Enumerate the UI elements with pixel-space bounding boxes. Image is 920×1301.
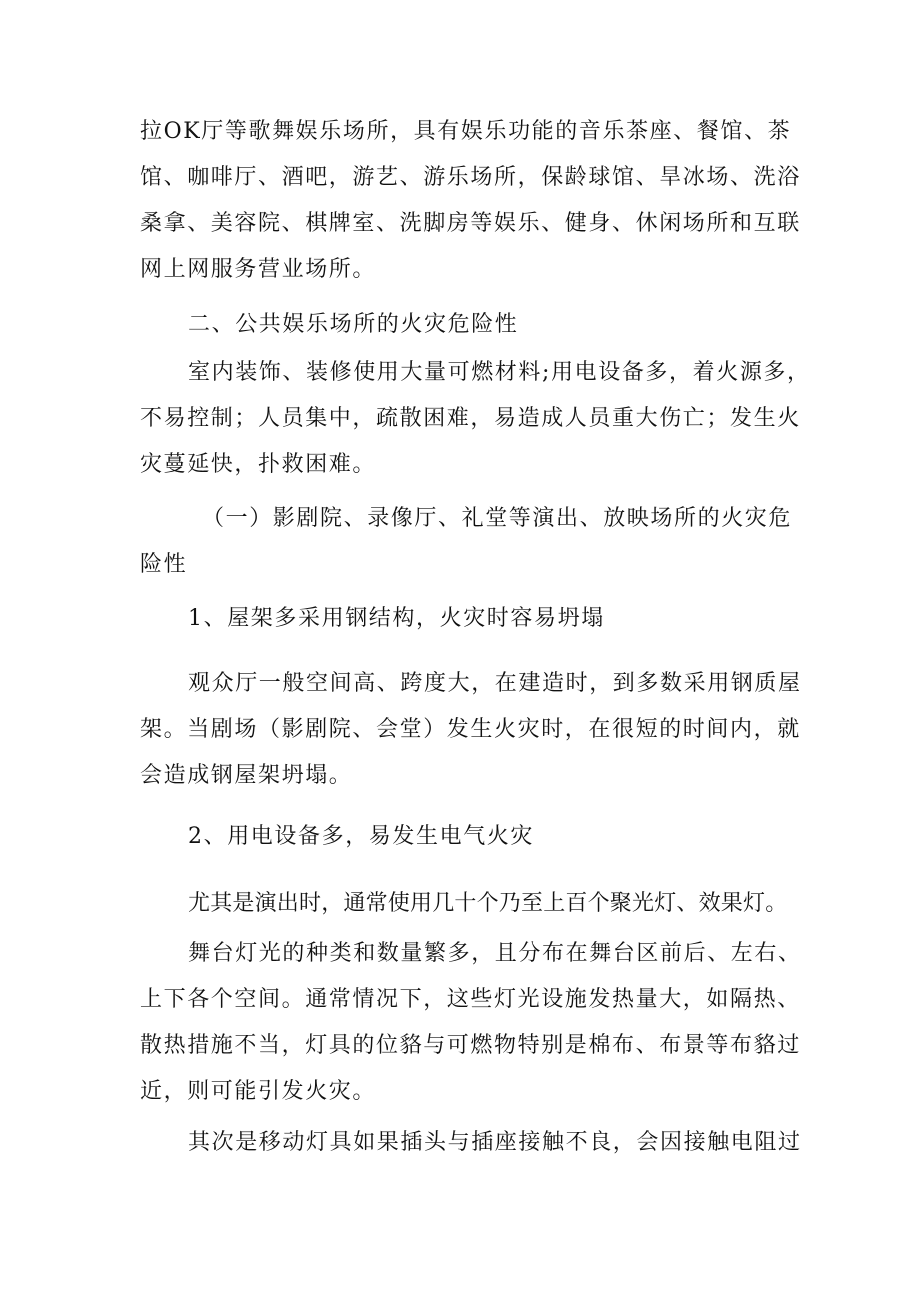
text-line: 其次是移动灯具如果插头与插座接触不良，会因接触电阻过 (188, 1130, 802, 1155)
text-line: 网上网服务营业场所。 (140, 257, 377, 282)
text-line: 不易控制；人员集中，疏散困难，易造成人员重大伤亡；发生火 (140, 406, 801, 431)
paragraph-lighting (140, 881, 800, 927)
paragraph-steel-roof (140, 661, 800, 799)
heading-text: 二、公共娱乐场所的火灾危险性 (188, 312, 519, 337)
text-line: 舞台灯光的种类和数量繁多，且分布在舞台区前后、左右、 (188, 941, 802, 966)
heading-text: （一）影剧院、录像厅、礼堂等演出、放映场所的火灾危 (202, 506, 793, 531)
paragraph-mobile-lamps (140, 1120, 800, 1166)
heading-text: 2、用电设备多，易发生电气火灾 (188, 824, 534, 849)
item-heading-1 (140, 596, 800, 642)
paragraph-entertainment-venues (140, 109, 800, 293)
text-line: 会造成钢屋架坍塌。 (140, 763, 353, 788)
text-line: 拉OK厅等歌舞娱乐场所，具有娱乐功能的音乐茶座、餐馆、茶 (140, 119, 792, 144)
text-line: 桑拿、美容院、棋牌室、洗脚房等娱乐、健身、休闲场所和互联 (140, 211, 801, 236)
heading-text: 1、屋架多采用钢结构，火灾时容易坍塌 (188, 606, 605, 631)
item-heading-2 (140, 814, 800, 860)
text-line: 馆、咖啡厅、酒吧，游艺、游乐场所，保龄球馆、旱冰场、洗浴 (140, 165, 801, 190)
text-line: 散热措施不当，灯具的位貉与可燃物特别是棉布、布景等布貉过 (140, 1033, 801, 1058)
text-line: 近，则可能引发火灾。 (140, 1079, 377, 1104)
text-line: 灾蔓延快，扑救困难。 (140, 452, 377, 477)
section-heading-2 (140, 302, 800, 348)
text-line: 上下各个空间。通常情况下，这些灯光设施发热量大，如隔热、 (140, 987, 801, 1012)
text-line: 观众厅一般空间高、跨度大，在建造时，到多数采用钢质屋 (188, 671, 802, 696)
text-line: 尤其是演出时，通常使用几十个乃至上百个聚光灯、效果灯。 (188, 891, 788, 916)
paragraph-stage-lighting (140, 931, 800, 1115)
text-line: 室内装饰、装修使用大量可燃材料;用电设备多，着火源多， (188, 360, 811, 385)
paragraph-fire-hazards (140, 350, 811, 488)
subsection-heading-1 (140, 496, 800, 588)
text-line: 架。当剧场（影剧院、会堂）发生火灾时，在很短的时间内，就 (140, 717, 801, 742)
heading-text: 险性 (140, 552, 188, 577)
